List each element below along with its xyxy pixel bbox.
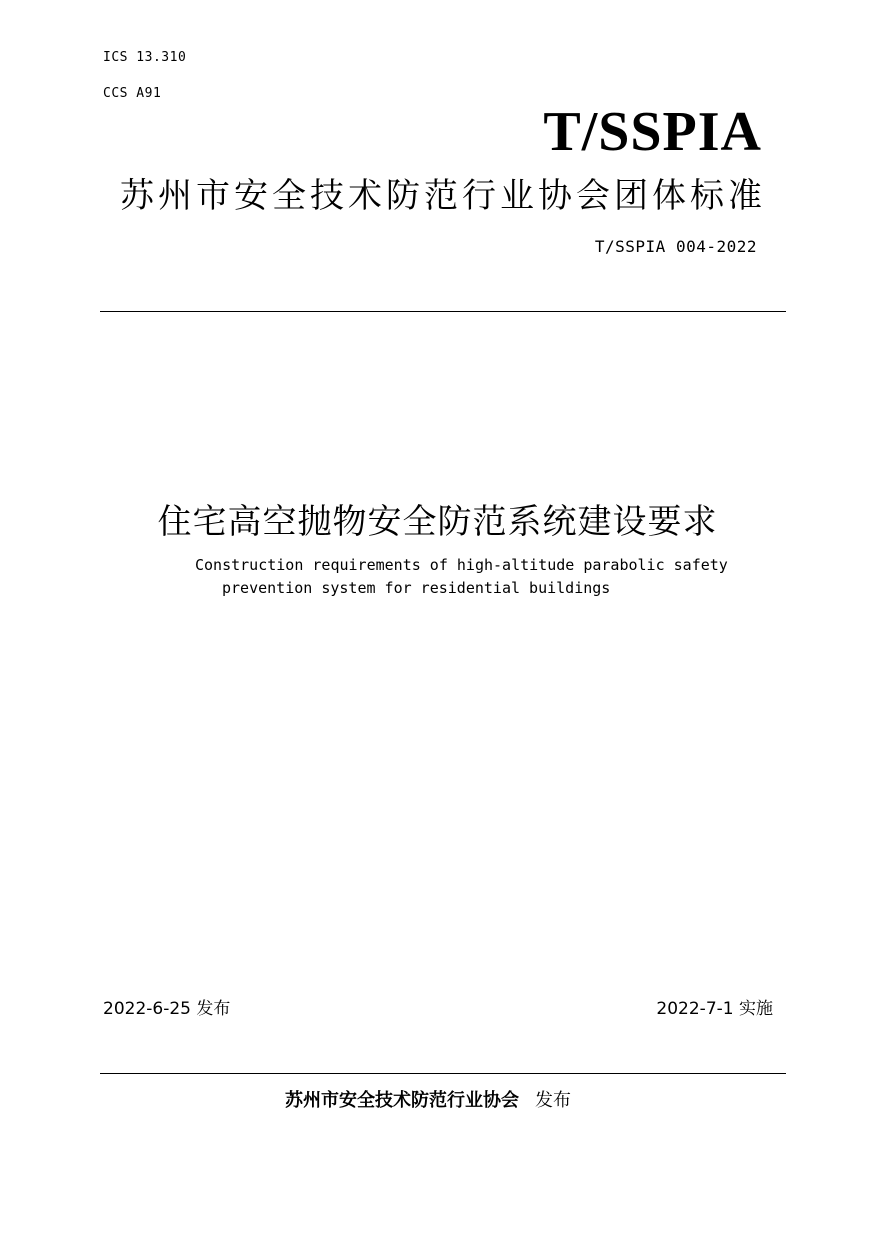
issuer-action: 发布 xyxy=(535,1090,571,1111)
issuer-name: 苏州市安全技术防范行业协会 xyxy=(285,1090,519,1111)
publish-date: 2022-6-25 发布 xyxy=(103,999,231,1019)
effective-date: 2022-7-1 实施 xyxy=(656,999,773,1019)
ccs-code: CCS A91 xyxy=(103,86,162,101)
english-title-line-2: prevention system for residential buildings xyxy=(222,579,611,597)
top-divider xyxy=(100,311,786,312)
english-title-line-1: Construction requirements of high-altitude parabolic safety xyxy=(195,556,728,574)
document-title: 住宅高空抛物安全防范系统建设要求 xyxy=(157,502,718,542)
ics-code: ICS 13.310 xyxy=(103,50,187,65)
organization-title: 苏州市安全技术防范行业协会团体标准 xyxy=(120,176,766,216)
brand-logo-text: T/SSPIA xyxy=(543,101,762,163)
bottom-divider xyxy=(100,1073,786,1074)
standard-number: T/SSPIA 004-2022 xyxy=(594,237,757,256)
issuer-line xyxy=(285,1086,571,1112)
